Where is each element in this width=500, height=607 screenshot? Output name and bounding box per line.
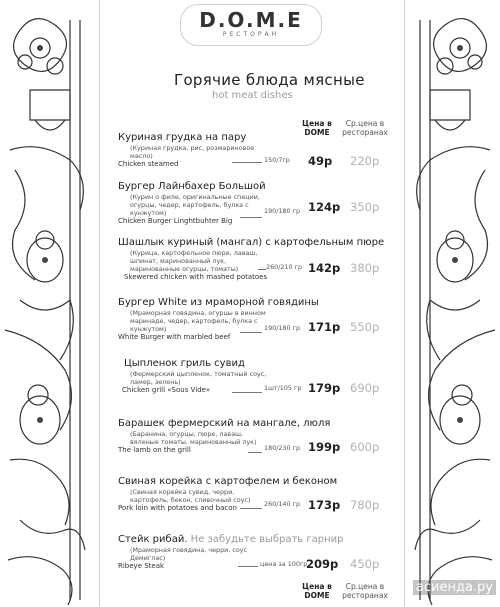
item-english-name: White Burger with marbled beef	[118, 333, 231, 341]
menu-item	[118, 237, 402, 282]
leader-line	[248, 452, 262, 453]
item-price: 171р	[308, 320, 341, 334]
price-column-header: Цена в DOME	[302, 119, 332, 137]
item-portion: цена за 100гр	[260, 560, 308, 568]
item-description: (Курица, картофельное пюре, лаваш, шпинат, маринованный лук, маринованные огурцы, томаты)	[130, 249, 258, 273]
item-portion: 260/210 гр	[266, 263, 302, 271]
item-portion: 180/230 гр	[264, 444, 300, 452]
section-subtitle: hot meat dishes	[212, 90, 293, 101]
restaurant-logo	[180, 4, 322, 46]
item-price: 199р	[308, 440, 341, 454]
item-name	[118, 534, 402, 546]
item-price: 142р	[308, 261, 341, 275]
item-description: (Мраморная говядина, огурцы в винном маринаде, чедер, картофель, булка с кунжутом)	[130, 309, 266, 333]
item-english-name: Chicken Burger Linghtbuhter Big	[118, 217, 233, 225]
item-description: (Куриная грудка, рис, розмариновое масло)	[130, 144, 255, 160]
item-price: 49р	[308, 154, 333, 168]
leader-line	[240, 332, 262, 333]
item-avg-price: 350р	[350, 200, 380, 214]
item-avg-price: 550р	[350, 320, 380, 334]
item-description: (Курин о филе, оригинальные специи, огурцы, чедер, картофель, булка с кунжутом)	[130, 193, 260, 217]
item-avg-price: 780р	[350, 498, 380, 512]
price-column-footer: Цена в DOME	[302, 582, 332, 600]
leader-line	[238, 566, 258, 567]
item-portion: 190/180 гр	[264, 207, 300, 215]
item-price: 173р	[308, 498, 341, 512]
item-portion: 260/140 гр	[264, 500, 300, 508]
item-avg-price: 690р	[350, 381, 380, 395]
avg-price-column-header: Ср.цена в ресторанах	[342, 119, 388, 137]
watermark: асиенда.ру	[413, 580, 496, 595]
item-price: 209р	[306, 557, 339, 571]
item-name: Бургер Лайнбахер Большой	[118, 181, 266, 192]
item-description: (Свиная корейка сувид, черри, картофель, бекон, сливочный соус)	[130, 488, 251, 504]
item-name: Барашек фермерский на мангале, люля	[118, 418, 331, 429]
item-description: (Мраморная говядина, черри, соус Демиглас)	[130, 546, 248, 562]
item-name-text: Стейк рибай.	[118, 534, 188, 545]
item-price: 124р	[308, 200, 341, 214]
leader-line	[232, 162, 262, 163]
item-portion: 190/180 гр	[264, 324, 300, 332]
item-portion: 1шт/105 гр	[264, 384, 302, 392]
item-name: Цыпленок гриль сувид	[124, 358, 245, 369]
item-avg-price: 450р	[350, 557, 380, 571]
leader-line	[258, 269, 266, 270]
item-english-name: Ribeye Steak	[118, 562, 165, 570]
item-price: 179р	[308, 381, 341, 395]
left-ornament	[0, 0, 95, 607]
item-avg-price: 380р	[350, 261, 380, 275]
item-name: Шашлык куриный (мангал) с картофельным пюре	[118, 237, 385, 248]
item-avg-price: 220р	[350, 154, 380, 168]
item-english-name: Pork loin with potatoes and bacon	[118, 504, 237, 512]
logo-name: D.O.M.E	[199, 8, 303, 32]
item-english-name: Chicken grill «Sous Vide»	[122, 386, 211, 394]
item-english-name: Chicken steamed	[118, 160, 179, 168]
item-description: (Баранина, огурцы, пюре, лаваш, вяленые томаты, маринованный лук)	[130, 430, 257, 446]
item-portion: 150/7гр	[264, 156, 290, 164]
item-avg-price: 600р	[350, 440, 380, 454]
item-description: (Фермерский цыпленок, томатный соус, ламер, зелень)	[130, 370, 267, 386]
leader-line	[232, 392, 262, 393]
item-name: Свиная корейка с картофелем и беконом	[118, 476, 338, 487]
item-hint: Не забудьте выбрать гарнир	[187, 534, 344, 545]
avg-price-column-footer: Ср.цена в ресторанах	[342, 582, 388, 600]
item-name: Бургер White из мраморной говядины	[118, 297, 319, 308]
section-title: Горячие блюда мясные	[174, 71, 365, 89]
leader-line	[240, 217, 262, 218]
right-ornament	[405, 0, 500, 607]
leader-line	[240, 508, 262, 509]
logo-subtitle: РЕСТОРАН	[222, 31, 280, 38]
item-name: Куриная грудка на пару	[118, 132, 247, 143]
item-english-name: Skewered chicken with mashed potatoes	[124, 273, 268, 281]
item-english-name: The lamb on the grill	[118, 446, 191, 454]
